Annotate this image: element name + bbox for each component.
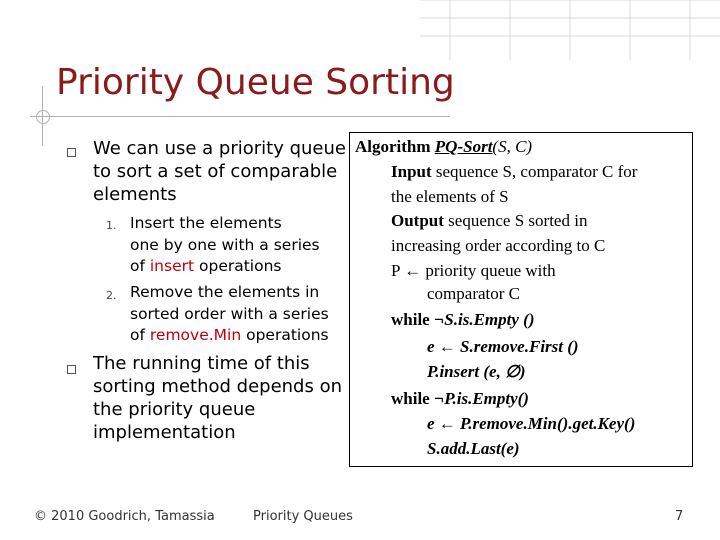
bullet-1-line-1: We can use a priority queue [93,138,346,159]
algorithm-output: Output sequence S sorted in [391,211,588,230]
footer-topic: Priority Queues [253,509,353,524]
algorithm-pq-assign: P ← priority queue with [391,261,556,280]
decorative-grid [420,0,720,60]
algorithm-stmt-remove-first: e ← S.remove.First () [427,337,579,356]
step-2-number: 2. [106,289,117,302]
remove-min-keyword: remove.Min [149,326,242,344]
slide-title: Priority Queue Sorting [56,62,455,103]
algorithm-output-cont: increasing order according to C [391,236,606,255]
algorithm-pq-assign-cont: comparator C [427,284,520,303]
algorithm-header: Algorithm PQ-Sort(S, C) [355,137,533,156]
step-2-line-1: Remove the elements in [130,283,320,301]
algorithm-while-2: while ¬P.is.Empty() [391,389,529,408]
bullet-1-text [93,137,346,206]
algorithm-while-1: while ¬S.is.Empty () [391,310,535,329]
step-1-line-3: of insert operations [130,257,282,275]
algorithm-stmt-insert: P.insert (e, ∅) [427,362,526,381]
step-2-text [130,282,329,347]
step-1-text [130,213,320,278]
bullet-2-line-1: The running time of this [93,353,310,374]
page-number: 7 [675,509,684,524]
step-1-number: 1. [106,219,117,232]
step-1-line-2: one by one with a series [130,235,320,254]
algorithm-stmt-add-last: S.add.Last(e) [427,439,520,458]
footer-copyright: © 2010 Goodrich, Tamassia [34,509,215,524]
step-2-line-3: of remove.Min operations [130,326,329,344]
bullet-2-line-3: the priority queue [93,399,256,420]
bullet-1-line-3: elements [93,184,177,205]
insert-keyword: insert [149,257,195,275]
bullet-icon [67,148,76,157]
bullet-1-line-2: to sort a set of comparable [93,161,338,182]
bullet-2-line-4: implementation [93,422,236,443]
bullet-2-line-2: sorting method depends on [93,376,342,397]
bullet-icon [67,365,76,374]
step-2-line-2: sorted order with a series [130,304,329,323]
crosshair-circle [36,110,50,124]
algorithm-input: Input sequence S, comparator C for [391,162,638,181]
algorithm-stmt-remove-min: e ← P.remove.Min().get.Key() [427,414,636,433]
title-underline [30,116,450,117]
step-1-line-1: Insert the elements [130,214,282,232]
algorithm-input-cont: the elements of S [391,187,509,206]
bullet-2-text [93,352,342,444]
